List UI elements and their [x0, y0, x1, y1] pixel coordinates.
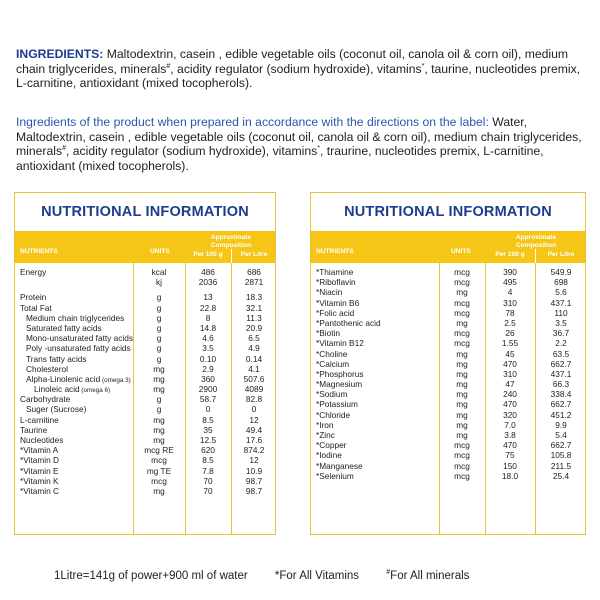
per-100g-value: 0: [205, 404, 211, 415]
table-row: [311, 328, 585, 338]
table-row: [15, 313, 275, 323]
header-approx: [185, 234, 277, 249]
per-litre-value: 10.9: [245, 465, 263, 476]
per-litre-value: 451.2: [550, 409, 572, 420]
unit-cell: mg: [153, 384, 165, 395]
per-litre-value: 662.7: [550, 440, 572, 451]
unit-cell: g: [156, 302, 162, 313]
nutrient-name: *Magnesium: [316, 379, 363, 390]
nutrient-name: Suger (Sucrose): [26, 404, 87, 415]
unit-cell: g: [156, 322, 162, 333]
per-100g-value: 3.5: [202, 343, 214, 354]
header-approx-line2: Composition: [210, 241, 252, 249]
footer-vitamins-note: *For All Vitamins: [274, 570, 360, 582]
prepared-lead: Ingredients of the product when prepared in accordance with the directions on the label:: [16, 115, 489, 130]
table-row: [15, 404, 275, 414]
unit-cell: mg: [153, 373, 165, 384]
table-row: [15, 415, 275, 425]
footer-minerals-note: [386, 570, 493, 582]
nutrient-name: *Vitamin B6: [316, 297, 360, 308]
per-100g-value: 13: [203, 292, 213, 303]
per-100g-value: 26: [505, 328, 515, 339]
nutrient-name: *Folic acid: [316, 307, 355, 318]
table-row: [311, 450, 585, 460]
unit-cell: g: [156, 343, 162, 354]
per-100g-value: 0.10: [199, 353, 217, 364]
per-100g-value: 360: [201, 373, 215, 384]
per-litre-value: 110: [554, 307, 568, 318]
table-row: [311, 267, 585, 277]
per-litre-value: 17.6: [245, 435, 263, 445]
minerals-mark: #: [62, 145, 66, 153]
unit-cell: g: [156, 312, 162, 323]
table-row: [15, 486, 275, 496]
per-litre-value: 11.3: [246, 312, 262, 323]
per-litre-value: 18.3: [245, 292, 263, 303]
unit-cell: kj: [156, 277, 162, 288]
per-litre-value: 4089: [244, 384, 264, 395]
per-100g-value: 240: [503, 389, 517, 400]
per-100g-value: 35: [203, 424, 213, 435]
per-100g-value: 620: [201, 445, 215, 456]
unit-cell: mg: [456, 399, 468, 410]
unit-cell: mg: [456, 317, 468, 328]
unit-cell: mg TE: [146, 465, 172, 476]
unit-cell: mcg: [454, 328, 470, 339]
nutrient-name: *Manganese: [316, 460, 363, 471]
table-row: [15, 425, 275, 435]
table-rows: [311, 267, 585, 481]
header-per-litre: Per Litre: [240, 251, 268, 258]
nutrient-name: *Vitamin A: [20, 445, 59, 456]
per-litre-value: 549.9: [550, 267, 572, 277]
per-litre-value: 98.7: [245, 475, 263, 486]
nutrient-name: Total Fat: [20, 302, 52, 313]
table-row: [311, 298, 585, 308]
nutrient-name: Cholesterol: [26, 363, 68, 374]
per-100g-value: 470: [503, 440, 517, 451]
prepared-text-b: , acidity regulator (sodium hydroxide), vitamins: [65, 144, 318, 159]
table-rows: [15, 267, 275, 496]
per-litre-value: 4.1: [248, 363, 260, 374]
per-litre-value: 66.3: [552, 379, 570, 390]
header-per-100g: Per 100 g: [193, 251, 223, 258]
per-100g-value: 8.5: [202, 455, 214, 466]
nutrient-name: Medium chain triglycerides: [26, 312, 125, 323]
per-litre-value: 20.9: [245, 322, 263, 333]
header-divider: [231, 249, 232, 263]
unit-cell: mg: [153, 414, 165, 425]
per-litre-value: 25.4: [552, 470, 570, 481]
nutrient-name: *Biotin: [316, 328, 340, 339]
table-row: [15, 364, 275, 374]
unit-cell: mcg RE: [144, 445, 174, 456]
nutrient-name: Energy: [20, 267, 47, 277]
per-litre-value: 5.6: [555, 287, 567, 298]
per-100g-value: 470: [503, 399, 517, 410]
table-row: [15, 384, 275, 394]
unit-cell: mcg: [151, 455, 167, 466]
unit-cell: mg: [456, 430, 468, 440]
nutrient-name: *Niacin: [316, 287, 343, 298]
unit-cell: g: [156, 333, 162, 344]
unit-cell: mcg: [454, 267, 470, 277]
per-litre-value: 698: [554, 277, 568, 288]
per-100g-value: 7.8: [202, 465, 214, 476]
per-100g-value: 1.55: [501, 338, 519, 349]
nutrient-name: *Thiamine: [316, 267, 354, 277]
header-approx-line1: Approximate: [515, 234, 557, 241]
per-litre-value: 686: [247, 267, 261, 277]
per-litre-value: 662.7: [550, 399, 572, 410]
table-row: [15, 343, 275, 353]
table-row: [15, 267, 275, 277]
per-100g-value: 75: [505, 450, 515, 461]
table-body: [311, 263, 585, 535]
unit-cell: mcg: [151, 475, 167, 486]
per-litre-value: 211.5: [550, 460, 572, 471]
nutrient-name: *Iron: [316, 419, 334, 430]
per-100g-value: 486: [201, 267, 215, 277]
nutrient-name: *Copper: [316, 440, 347, 451]
per-100g-value: 14.8: [199, 322, 217, 333]
nutrient-name: *Selenium: [316, 470, 354, 481]
per-100g-value: 2.5: [504, 317, 516, 328]
per-100g-value: 2.9: [202, 363, 214, 374]
footer-ratio: 1Litre=141g of power+900 ml of water: [54, 570, 248, 582]
table-header: [15, 231, 275, 263]
table-row: [311, 399, 585, 409]
nutrient-name: *Iodine: [316, 450, 342, 461]
header-approx-line1: Approximate: [210, 234, 252, 241]
per-litre-value: 0: [251, 404, 257, 415]
nutrient-name: Saturated fatty acids: [26, 322, 102, 333]
nutrient-name: Protein: [20, 292, 47, 303]
table-row: [311, 359, 585, 369]
table-row: [15, 476, 275, 486]
ingredients-text-c: , taurine, nucleotides premix, L-carnitine, antioxidant (mixed tocopherols).: [16, 61, 581, 91]
unit-cell: g: [156, 394, 162, 405]
per-litre-value: 105.8: [550, 450, 572, 461]
ingredients-text-a: Maltodextrin, casein , edible vegetable oils (coconut oil, canola oil & corn oil), medium chain triglycerides, minerals: [16, 47, 569, 76]
panel-title: NUTRITIONAL INFORMATION: [344, 204, 552, 220]
table-row: [15, 466, 275, 476]
table-row: [15, 323, 275, 333]
header-per-100g: Per 100 g: [495, 251, 525, 258]
nutrient-name: Trans fatty acids: [26, 353, 87, 364]
per-100g-value: 470: [503, 358, 517, 369]
unit-cell: mg: [456, 409, 468, 420]
table-row: [311, 410, 585, 420]
table-row: [15, 277, 275, 287]
unit-cell: mg: [153, 363, 165, 374]
unit-cell: g: [156, 353, 162, 364]
nutrient-name: *Vitamin E: [20, 465, 59, 476]
ingredients-paragraph: [16, 47, 586, 91]
nutrient-name: *Riboflavin: [316, 277, 356, 288]
table-row: [311, 308, 585, 318]
unit-cell: mcg: [454, 450, 470, 461]
table-row: [311, 430, 585, 440]
unit-cell: mg: [456, 389, 468, 400]
per-100g-value: 78: [505, 307, 515, 318]
per-litre-value: 12: [249, 414, 259, 425]
nutrient-note: (omega 6): [79, 387, 111, 395]
table-row: [15, 455, 275, 465]
per-100g-value: 45: [505, 348, 515, 359]
per-100g-value: 8.5: [202, 414, 214, 425]
table-row: [311, 277, 585, 287]
prepared-text-a: Water, Maltodextrin, casein , edible vegetable oils (coconut oil, canola oil & corn oil), medium chain triglycerides, minerals: [16, 115, 582, 159]
header-units: UNITS: [150, 248, 170, 255]
per-100g-value: 310: [503, 297, 517, 308]
table-row: [311, 471, 585, 481]
per-litre-value: 2871: [244, 277, 264, 288]
unit-cell: mg: [153, 424, 165, 435]
per-100g-value: 4: [507, 287, 513, 298]
table-row: [311, 440, 585, 450]
unit-cell: mg: [456, 287, 468, 298]
table-header: [311, 231, 585, 263]
unit-cell: mg: [456, 379, 468, 390]
header-approx: [485, 234, 587, 249]
per-litre-value: 507.6: [243, 373, 265, 384]
per-100g-value: 320: [503, 409, 517, 420]
nutrient-name: *Vitamin B12: [316, 338, 364, 349]
prepared-ingredients-paragraph: [16, 103, 586, 186]
per-litre-value: 662.7: [550, 358, 572, 369]
table-row: [15, 354, 275, 364]
nutrient-name: *Calcium: [316, 358, 350, 369]
per-litre-value: 5.4: [555, 430, 567, 440]
footer-minerals-text: For All minerals: [390, 570, 470, 582]
unit-cell: mcg: [454, 460, 470, 471]
nutrient-name: Nucleotides: [20, 435, 64, 445]
unit-cell: mg: [456, 358, 468, 369]
nutrient-name: *Phosphorus: [316, 368, 364, 379]
table-row: [311, 420, 585, 430]
per-100g-value: 495: [503, 277, 517, 288]
header-nutrients: NUTRIENTS: [316, 248, 354, 255]
per-100g-value: 310: [503, 368, 517, 379]
vitamins-mark: *: [421, 62, 425, 70]
table-row: [311, 287, 585, 297]
per-litre-value: 874.2: [243, 445, 265, 456]
nutrient-name: Mono-unsaturated fatty acids: [26, 333, 133, 344]
nutrient-name: *Zinc: [316, 430, 335, 440]
nutrient-name: Poly -unsaturated fatty acids: [26, 343, 131, 354]
per-litre-value: 3.5: [555, 317, 567, 328]
per-litre-value: 32.1: [245, 302, 263, 313]
table-row: [15, 292, 275, 302]
per-litre-value: 98.7: [245, 485, 263, 496]
per-100g-value: 4.6: [202, 333, 214, 344]
nutrient-name: *Chloride: [316, 409, 351, 420]
nutrient-name: *Pantothenic acid: [316, 317, 381, 328]
unit-cell: mg: [153, 435, 165, 445]
per-litre-value: 338.4: [550, 389, 572, 400]
minerals-mark: #: [386, 569, 391, 577]
nutrient-name: Carbohydrate: [20, 394, 71, 405]
nutrient-name: Linoleic acid (omega 6): [34, 384, 111, 395]
unit-cell: mg: [456, 348, 468, 359]
table-row: [15, 303, 275, 313]
prepared-text-c: , traurine, nucleotides premix, L-carnitine, antioxidant (mixed tocopherols).: [16, 144, 544, 173]
unit-cell: mg: [456, 368, 468, 379]
header-units: UNITS: [451, 248, 471, 255]
nutrient-name: *Vitamin C: [20, 485, 60, 496]
table-row: [311, 461, 585, 471]
footer-notes: [54, 570, 517, 582]
table-row: [311, 389, 585, 399]
per-100g-value: 2900: [198, 384, 218, 395]
panel-title: NUTRITIONAL INFORMATION: [41, 204, 249, 220]
per-litre-value: 82.8: [245, 394, 263, 405]
per-litre-value: 12: [249, 455, 259, 466]
per-litre-value: 63.5: [552, 348, 570, 359]
unit-cell: mcg: [454, 440, 470, 451]
per-litre-value: 0.14: [245, 353, 263, 364]
ingredients-label: INGREDIENTS:: [16, 47, 104, 61]
per-litre-value: 437.1: [550, 368, 572, 379]
nutrient-name: *Sodium: [316, 389, 348, 400]
nutrient-name: *Choline: [316, 348, 348, 359]
ingredients-text-b: , acidity regulator (sodium hydroxide), vitamins: [170, 61, 422, 76]
unit-cell: mg: [456, 419, 468, 430]
table-row: [311, 349, 585, 359]
per-100g-value: 7.0: [504, 419, 516, 430]
header-nutrients: NUTRIENTS: [20, 248, 58, 255]
unit-cell: mg: [153, 485, 165, 496]
nutrition-panel-right: [310, 192, 586, 535]
nutrient-name: *Vitamin K: [20, 475, 59, 486]
minerals-mark: #: [166, 62, 171, 70]
per-litre-value: 4.9: [248, 343, 260, 354]
per-litre-value: 437.1: [550, 297, 572, 308]
per-100g-value: 12.5: [199, 435, 217, 445]
per-litre-value: 2.2: [555, 338, 567, 349]
per-100g-value: 2036: [198, 277, 218, 288]
per-litre-value: 49.4: [245, 424, 263, 435]
per-100g-value: 18.0: [501, 470, 519, 481]
unit-cell: g: [156, 292, 162, 303]
table-row: [15, 374, 275, 384]
unit-cell: mcg: [454, 297, 470, 308]
unit-cell: mcg: [454, 277, 470, 288]
per-100g-value: 22.8: [199, 302, 217, 313]
per-100g-value: 8: [205, 312, 211, 323]
unit-cell: g: [156, 404, 162, 415]
per-100g-value: 390: [503, 267, 517, 277]
table-row: [15, 333, 275, 343]
unit-cell: kcal: [151, 267, 167, 277]
table-row: [15, 435, 275, 445]
per-100g-value: 58.7: [199, 394, 217, 405]
table-row: [311, 318, 585, 328]
per-100g-value: 3.8: [504, 430, 516, 440]
unit-cell: mcg: [454, 307, 470, 318]
table-body: [15, 263, 275, 535]
nutrient-name: L-carnitine: [20, 414, 59, 425]
table-row: [311, 369, 585, 379]
per-litre-value: 6.5: [248, 333, 260, 344]
unit-cell: mcg: [454, 470, 470, 481]
nutrient-name: *Vitamin D: [20, 455, 60, 466]
nutrition-panel-left: [14, 192, 276, 535]
unit-cell: mcg: [454, 338, 470, 349]
per-100g-value: 70: [203, 485, 213, 496]
per-litre-value: 9.9: [555, 419, 567, 430]
per-100g-value: 47: [505, 379, 515, 390]
header-approx-line2: Composition: [515, 241, 557, 249]
table-row: [311, 338, 585, 348]
nutrient-name: *Potassium: [316, 399, 358, 410]
table-row: [15, 445, 275, 455]
table-row: [15, 394, 275, 404]
per-100g-value: 150: [503, 460, 517, 471]
header-per-litre: Per Litre: [547, 251, 575, 258]
per-100g-value: 70: [203, 475, 213, 486]
nutrient-name: Taurine: [20, 424, 48, 435]
nutrient-note: (omega 3): [100, 376, 131, 384]
table-row: [311, 379, 585, 389]
vitamins-mark: *: [317, 145, 320, 153]
header-divider: [535, 249, 536, 263]
nutrient-name: Alpha-Linolenic acid (omega 3): [26, 373, 131, 384]
per-litre-value: 36.7: [552, 328, 570, 339]
